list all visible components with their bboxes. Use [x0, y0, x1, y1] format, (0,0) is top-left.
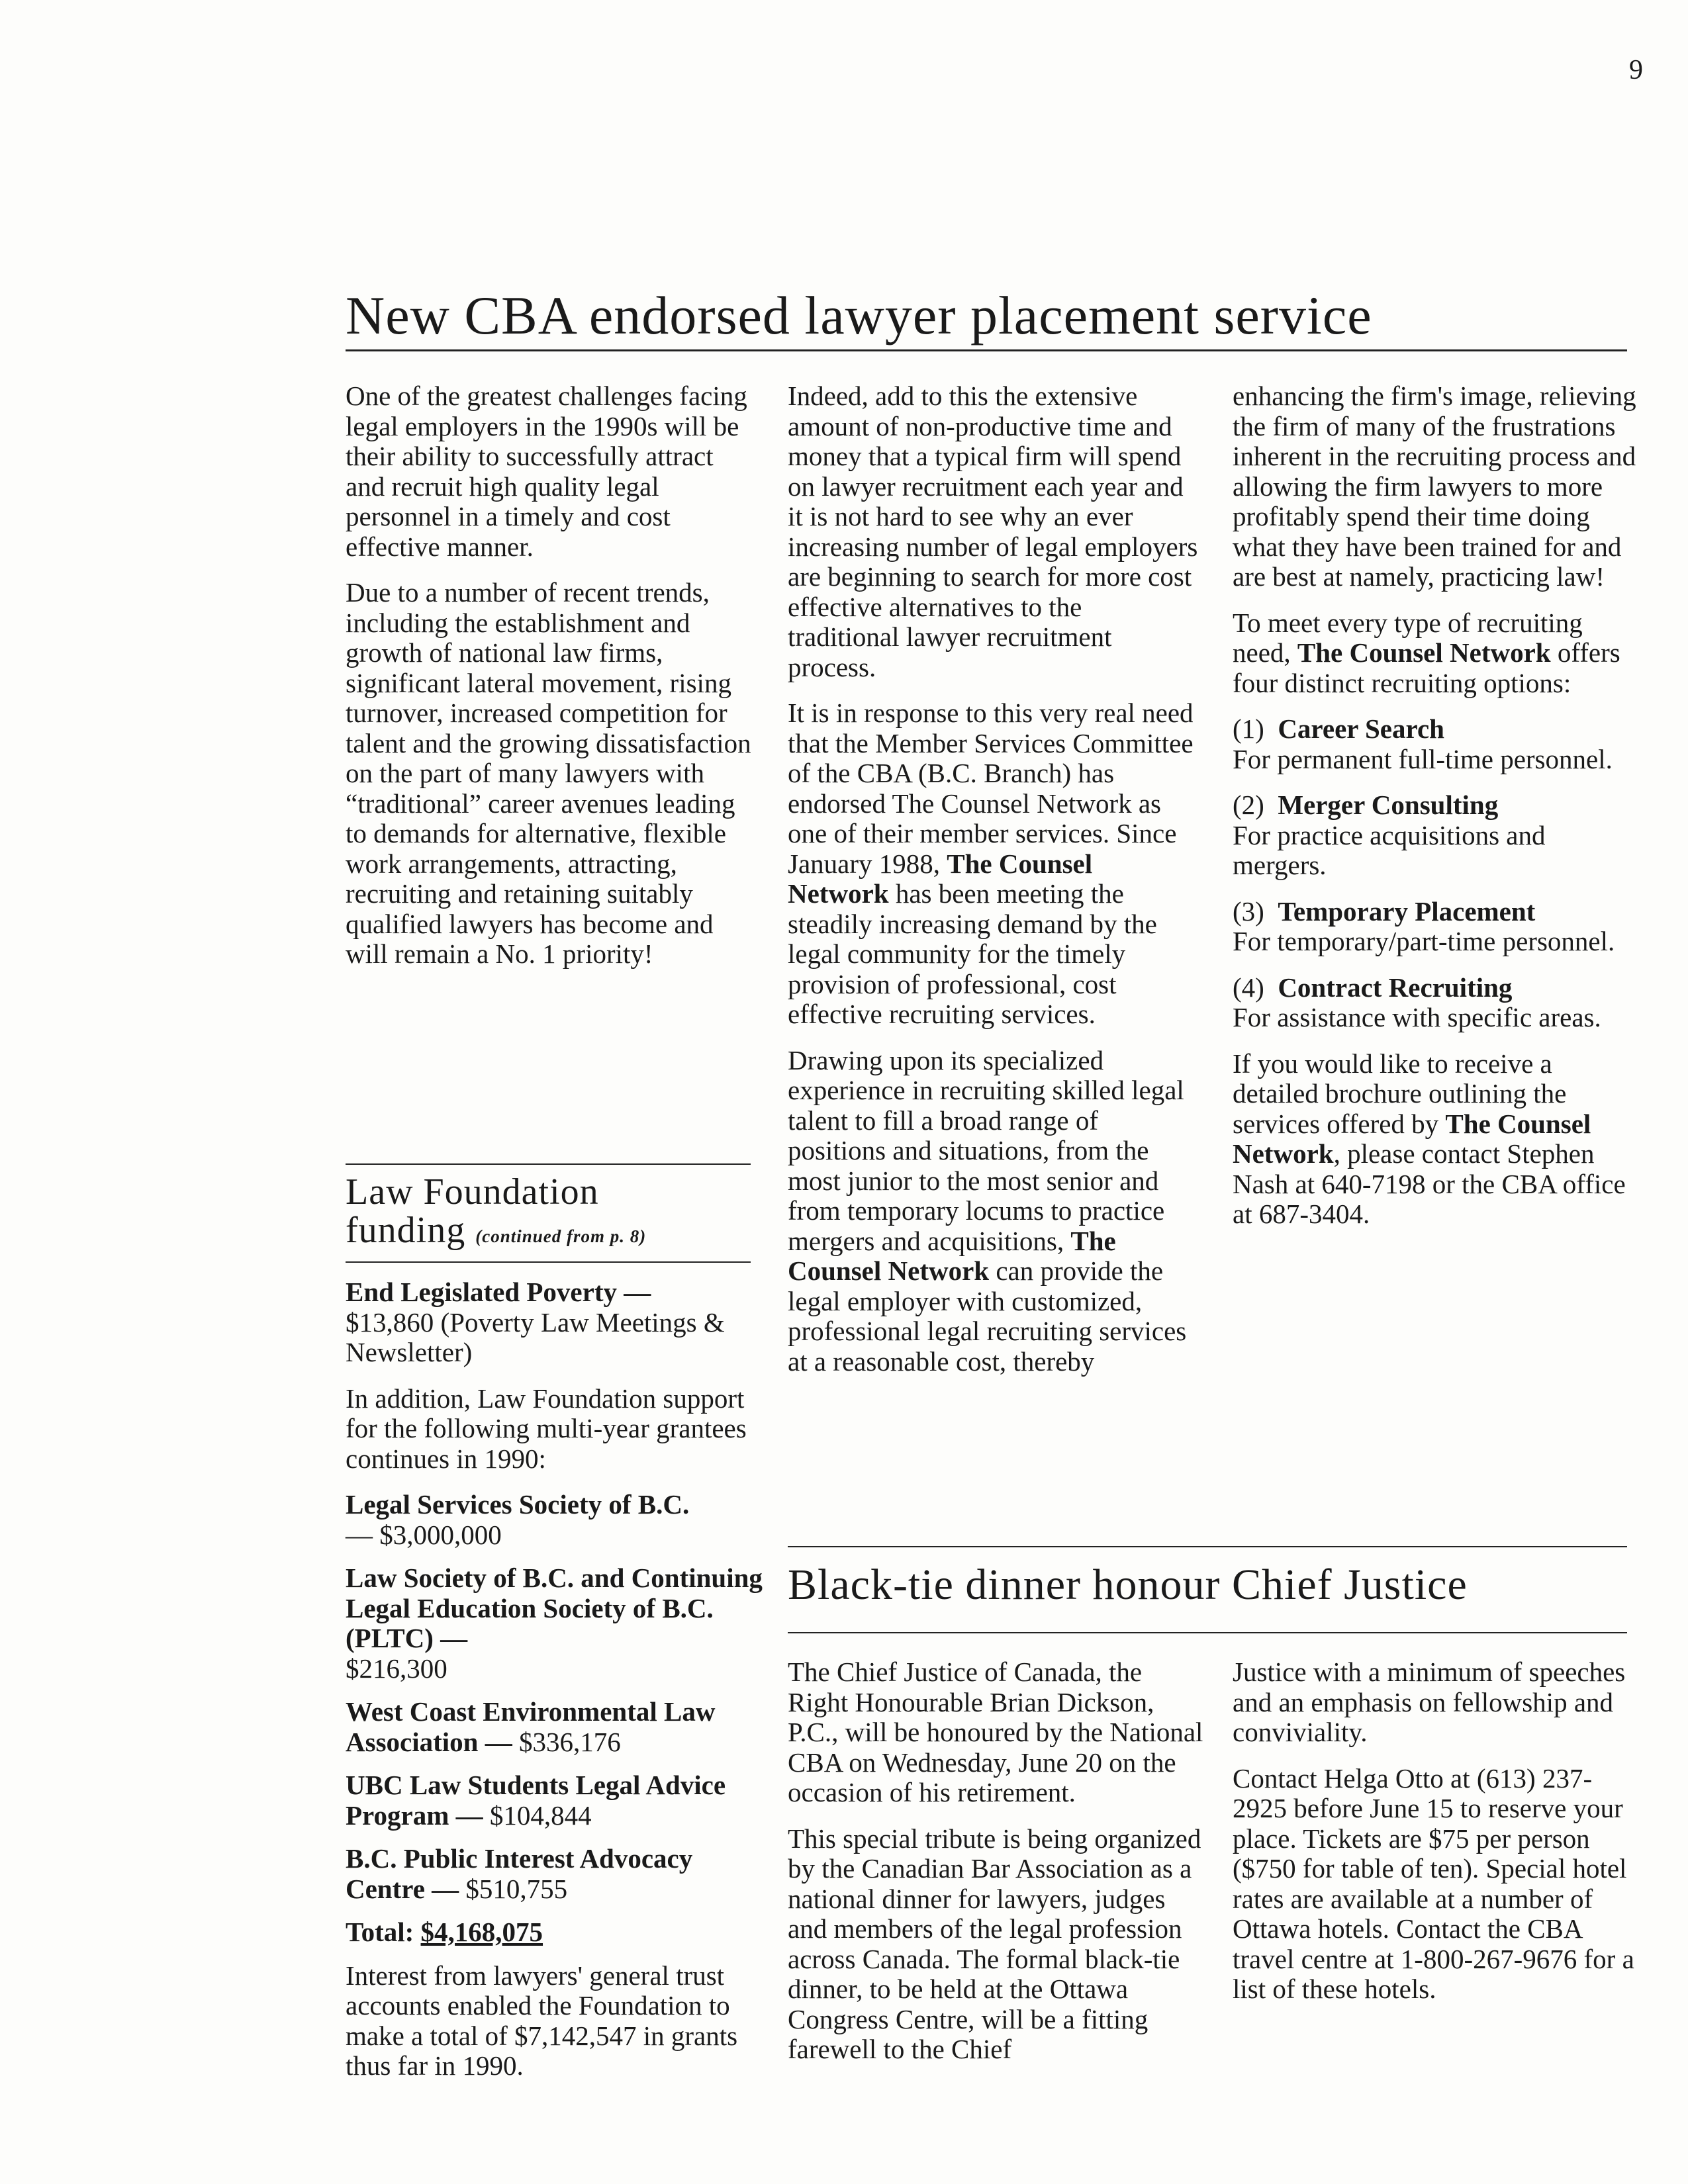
grantee-name: Legal Services Society of B.C.: [346, 1489, 690, 1520]
option-item: [1233, 973, 1643, 1033]
sidebar-rule-bottom: [346, 1261, 751, 1263]
option-item: [1233, 714, 1643, 774]
grantee-detail: $13,860 (Poverty Law Meetings & Newsletter): [346, 1306, 725, 1367]
paragraph: [1233, 608, 1643, 699]
option-item: [1233, 790, 1643, 881]
firm-name: The Counsel Network: [788, 848, 1093, 909]
paragraph: One of the greatest challenges facing legal employers in the 1990s will be their ability to successfully attract and recruit high quality legal personnel in a timely and cost effective manner.: [346, 381, 747, 562]
text: offers four distinct recruiting options:: [1233, 637, 1620, 698]
grantee-name: West Coast Environmental Law Association —: [346, 1696, 716, 1757]
placement-headline: New CBA endorsed lawyer placement service: [346, 285, 1372, 345]
grantee-item: [346, 1844, 763, 1904]
option-name: Merger Consulting: [1278, 790, 1499, 820]
paragraph: enhancing the firm's image, relieving the firm of many of the frustrations inherent in the recruiting process and allowing the firm lawyers to more profitably spend their time doing what they have been trained for and are best at namely, practicing law!: [1233, 381, 1636, 592]
placement-col1: [346, 381, 756, 985]
total-label: Total:: [346, 1917, 414, 1947]
grantee-name: End Legislated Poverty —: [346, 1277, 651, 1307]
grantee-amount: $216,300: [346, 1653, 447, 1684]
paragraph: This special tribute is being organized by the Canadian Bar Association as a national dinner for lawyers, judges and members of the legal profession across Canada. The formal black-tie dinner, to be held at the Ottawa Congress Centre, will be a fitting farewell to the Chief: [788, 1823, 1201, 2064]
text: Drawing upon its specialized experience in recruiting skilled legal talent to fill a broad range of positions and situations, from the most junior to the most senior and from temporary locums to practice mergers and acquisitions,: [788, 1044, 1184, 1256]
text: has been meeting the steadily increasing demand by the legal community for the timely provision of professional, cost effective recruiting services.: [788, 878, 1157, 1029]
option-number: (4): [1233, 972, 1264, 1003]
option-desc: For practice acquisitions and mergers.: [1233, 819, 1546, 880]
sidebar-rule-top: [346, 1163, 751, 1165]
grantee-amount: $104,844: [489, 1799, 592, 1831]
total-line: [346, 1917, 763, 1948]
intro-paragraph: In addition, Law Foundation support for the following multi-year grantees continues in 1990:: [346, 1383, 747, 1474]
closing-paragraph: Interest from lawyers' general trust accounts enabled the Foundation to make a total of $7,142,547 in grants thus far in 1990.: [346, 1960, 738, 2081]
placement-col2: [788, 381, 1198, 1392]
end-poverty-item: [346, 1277, 763, 1368]
title-word: funding: [346, 1210, 466, 1251]
page-number: 9: [1629, 55, 1643, 85]
paragraph: [1233, 1049, 1643, 1230]
option-number: (2): [1233, 790, 1264, 820]
placement-col3: [1233, 381, 1643, 1246]
option-number: (3): [1233, 895, 1264, 927]
text: can provide the legal employer with customized, professional legal recruiting services at a reasonable cost, thereby: [788, 1255, 1187, 1377]
option-number: (1): [1233, 713, 1264, 744]
option-name: Temporary Placement: [1278, 895, 1536, 927]
option-name: Contract Recruiting: [1278, 972, 1513, 1003]
paragraph: Justice with a minimum of speeches and an emphasis on fellowship and conviviality.: [1233, 1657, 1626, 1747]
option-name: Career Search: [1278, 713, 1444, 744]
text: If you would like to receive a detailed brochure outlining the services offered by: [1233, 1048, 1567, 1139]
law-foundation-title-line2: [346, 1211, 751, 1255]
grantee-item: [346, 1770, 763, 1831]
headline-rule: [346, 349, 1627, 351]
grantee-item: [346, 1490, 763, 1550]
firm-name: The Counsel Network: [1233, 1108, 1591, 1169]
dinner-rule-bottom: [788, 1632, 1627, 1633]
text: To meet every type of recruiting need,: [1233, 607, 1583, 668]
firm-name: The Counsel Network: [788, 1225, 1116, 1286]
option-desc: For permanent full-time personnel.: [1233, 743, 1613, 774]
paragraph: [788, 698, 1198, 1030]
text: , please contact Stephen Nash at 640-7198 or the CBA office at 687-3404.: [1233, 1138, 1626, 1229]
paragraph: [788, 1046, 1198, 1377]
grantee-amount: $336,176: [518, 1726, 621, 1757]
grantee-item: [346, 1697, 763, 1757]
grantee-amount: $510,755: [465, 1873, 568, 1904]
total-value: $4,168,075: [420, 1917, 543, 1947]
dinner-headline: Black-tie dinner honour Chief Justice: [788, 1561, 1468, 1609]
paragraph: Indeed, add to this the extensive amount of non-productive time and money that a typical firm will spend on lawyer recruitment each year and it is not hard to see why an ever increasing number of legal employers are beginning to search for more cost effective alternatives to the traditional lawyer recruitment process.: [788, 381, 1198, 682]
text: It is in response to this very real need that the Member Services Committee of the CBA (B.C. Branch) has endorsed The Counsel Network as one of their member services. Since January 1988,: [788, 698, 1194, 879]
grantee-name: UBC Law Students Legal Advice Program —: [346, 1770, 726, 1831]
paragraph: Contact Helga Otto at (613) 237-2925 before June 15 to reserve your place. Tickets are $75 per person ($750 for table of ten). Special hotel rates are available at a number of Ottawa hotels. Contact the CBA travel centre at 1-800-267-9676 for a list of these hotels.: [1233, 1762, 1634, 2004]
grantee-amount: — $3,000,000: [346, 1519, 502, 1550]
firm-name: The Counsel Network: [1297, 637, 1551, 668]
paragraph: The Chief Justice of Canada, the Right Honourable Brian Dickson, P.C., will be honoured by the National CBA on Wednesday, June 20 on the occasion of his retirement.: [788, 1657, 1203, 1807]
dinner-col2: [1233, 1657, 1643, 2021]
law-foundation-body: [346, 1277, 763, 2097]
law-foundation-heading: [346, 1173, 751, 1255]
option-item: [1233, 897, 1643, 957]
grantee-item: [346, 1563, 763, 1684]
dinner-col1: [788, 1657, 1205, 2081]
dinner-rule-top: [788, 1546, 1627, 1547]
option-desc: For assistance with specific areas.: [1233, 1002, 1601, 1032]
grantee-name: Law Society of B.C. and Continuing Legal Education Society of B.C. (PLTC) —: [346, 1563, 763, 1653]
option-desc: For temporary/part-time personnel.: [1233, 926, 1615, 956]
grantee-name: B.C. Public Interest Advocacy Centre —: [346, 1843, 693, 1904]
paragraph: Due to a number of recent trends, including the establishment and growth of national law firms, significant lateral movement, rising turnover, increased competition for talent and the growing dissatisfaction on the part of many lawyers with “traditional” career avenues leading to demands for alternative, flexible work arrangements, attracting, recruiting and retaining suitably qualified lawyers has become and will remain a No. 1 priority!: [346, 577, 751, 969]
law-foundation-title: Law Foundation: [346, 1171, 599, 1212]
continued-note: (continued from p. 8): [475, 1226, 647, 1246]
